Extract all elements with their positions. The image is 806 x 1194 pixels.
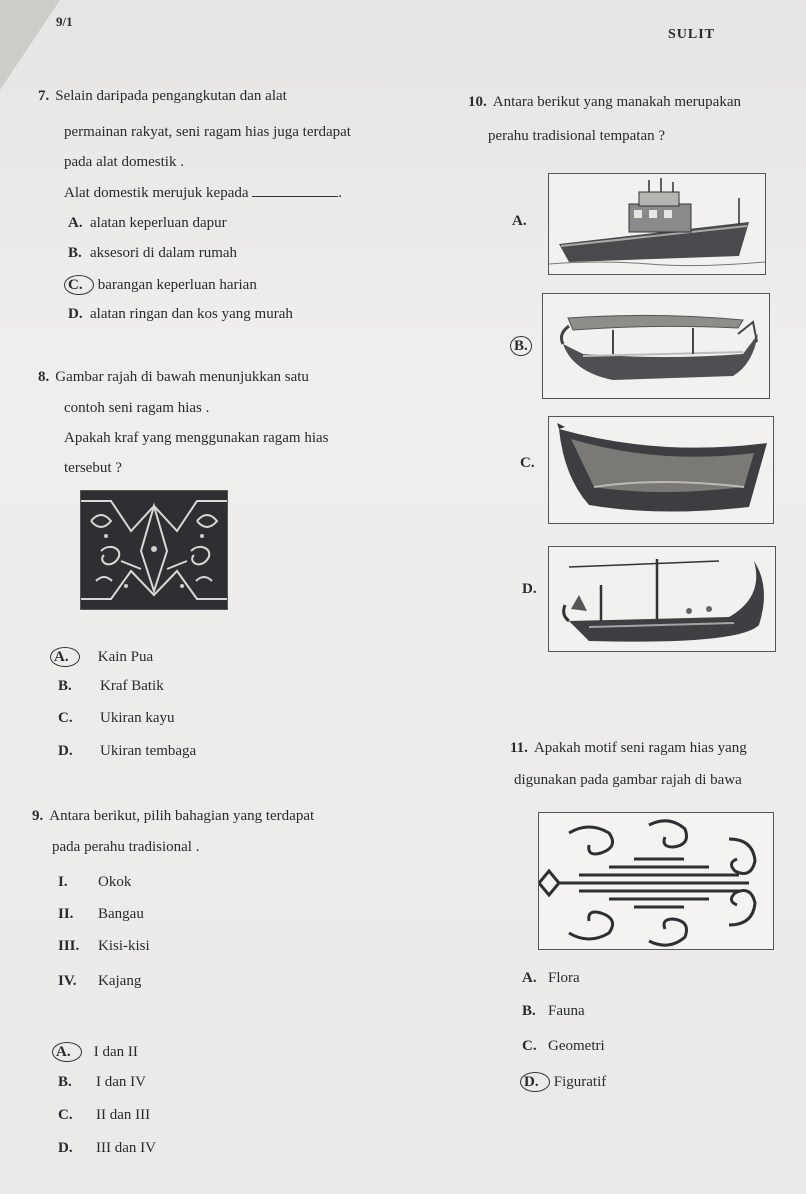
- option-text: Geometri: [548, 1038, 605, 1054]
- option-text: alatan keperluan dapur: [90, 215, 227, 231]
- option-letter-circled: A.: [52, 1042, 82, 1062]
- q8-number: 8.: [38, 369, 50, 385]
- q8-option-d[interactable]: [58, 743, 196, 760]
- q10-option-a-image[interactable]: [548, 173, 766, 275]
- q10-line-1: [468, 94, 741, 111]
- item-text: Okok: [98, 874, 132, 890]
- option-text: Ukiran kayu: [100, 710, 175, 726]
- option-text: I dan IV: [96, 1074, 146, 1090]
- option-text: Ukiran tembaga: [100, 743, 197, 759]
- q8-line-2: contoh seni ragam hias .: [64, 400, 210, 416]
- option-text: Figuratif: [553, 1074, 607, 1090]
- q8-line-4: tersebut ?: [64, 460, 122, 476]
- q7-line-3: pada alat domestik .: [64, 154, 184, 170]
- q10-option-d-letter[interactable]: D.: [522, 581, 537, 597]
- option-text: Kain Pua: [97, 649, 154, 665]
- option-letter-circled: D.: [520, 1072, 550, 1092]
- q7-line-1: [38, 88, 287, 105]
- q7-option-d[interactable]: [68, 306, 293, 323]
- q7-text: Selain daripada pengangkutan dan alat: [55, 88, 287, 104]
- option-letter-circled: C.: [64, 275, 94, 295]
- option-text: aksesori di dalam rumah: [90, 245, 238, 261]
- roman-numeral: III.: [58, 938, 80, 954]
- sulit-label: SULIT: [668, 27, 716, 42]
- roman-numeral: I.: [58, 874, 68, 890]
- q11-line-2: digunakan pada gambar rajah di bawa: [514, 772, 742, 788]
- q10-text: Antara berikut yang manakah merupakan: [492, 94, 741, 110]
- q10-option-c-image[interactable]: [548, 416, 774, 524]
- q9-option-b[interactable]: [58, 1074, 146, 1091]
- option-letter: D.: [58, 1140, 73, 1156]
- q10-option-b-image[interactable]: [542, 293, 770, 399]
- page-mark: 9/1: [56, 14, 73, 29]
- q8-option-c[interactable]: [58, 710, 175, 727]
- q7-prompt-end: .: [338, 185, 343, 201]
- option-letter: B.: [58, 678, 72, 694]
- option-text: Kraf Batik: [100, 678, 164, 694]
- q9-item-2: [58, 906, 144, 923]
- q7-option-a[interactable]: [68, 215, 227, 232]
- option-text: I dan II: [93, 1044, 138, 1060]
- q10-option-c-letter[interactable]: C.: [520, 455, 535, 471]
- q10-option-d-image[interactable]: [548, 546, 776, 652]
- option-text: III dan IV: [96, 1140, 156, 1156]
- q8-option-b[interactable]: [58, 678, 164, 695]
- q10-line-2: perahu tradisional tempatan ?: [488, 128, 666, 144]
- q7-line-2: permainan rakyat, seni ragam hias juga terdapat: [64, 124, 351, 140]
- q7-prompt-text: Alat domestik merujuk kepada: [64, 185, 249, 201]
- q11-text: Apakah motif seni ragam hias yang: [533, 740, 747, 756]
- option-letter: C.: [58, 710, 73, 726]
- q11-line-1: [510, 740, 747, 757]
- option-letter-circled: B.: [510, 336, 532, 356]
- q10-option-b-letter[interactable]: [514, 336, 532, 356]
- roman-numeral: II.: [58, 906, 74, 922]
- q8-line-3: Apakah kraf yang menggunakan ragam hias: [64, 430, 329, 446]
- q9-option-d[interactable]: [58, 1140, 156, 1157]
- option-letter: B.: [68, 245, 82, 261]
- option-text: II dan III: [96, 1107, 151, 1123]
- q9-line-1: [32, 808, 314, 825]
- option-text: Flora: [548, 970, 580, 986]
- q8-option-a[interactable]: [54, 647, 153, 667]
- q11-option-d[interactable]: [524, 1072, 606, 1092]
- q10-number: 10.: [468, 94, 487, 110]
- q7-option-c[interactable]: [68, 275, 257, 295]
- option-letter: D.: [68, 306, 83, 322]
- q11-number: 11.: [510, 740, 528, 756]
- q11-option-b[interactable]: [522, 1003, 585, 1020]
- item-text: Kajang: [98, 973, 142, 989]
- option-letter: B.: [58, 1074, 72, 1090]
- q9-option-a[interactable]: [56, 1042, 138, 1062]
- option-text: barangan keperluan harian: [97, 277, 257, 293]
- q8-line-1: [38, 369, 309, 386]
- folded-corner: [0, 0, 60, 90]
- q9-number: 9.: [32, 808, 44, 824]
- q9-item-1: [58, 874, 131, 891]
- roman-numeral: IV.: [58, 973, 77, 989]
- option-letter: C.: [522, 1038, 537, 1054]
- pua-motif-image: [80, 490, 228, 610]
- q9-option-c[interactable]: [58, 1107, 150, 1124]
- q7-prompt: [64, 184, 342, 202]
- option-letter: C.: [58, 1107, 73, 1123]
- q8-text: Gambar rajah di bawah menunjukkan satu: [55, 369, 309, 385]
- q9-text: Antara berikut, pilih bahagian yang terdapat: [49, 808, 315, 824]
- q10-option-a-letter[interactable]: A.: [512, 213, 527, 229]
- q11-option-a[interactable]: [522, 970, 580, 987]
- option-text: Fauna: [548, 1003, 585, 1019]
- q9-item-3: [58, 938, 150, 955]
- q11-motif-image: [538, 812, 774, 950]
- option-letter: A.: [522, 970, 537, 986]
- q7-option-b[interactable]: [68, 245, 237, 262]
- answer-blank: [252, 184, 338, 197]
- q9-line-2: pada perahu tradisional .: [52, 839, 200, 855]
- q9-item-4: [58, 973, 141, 990]
- option-letter-circled: A.: [50, 647, 80, 667]
- option-letter: D.: [58, 743, 73, 759]
- q7-number: 7.: [38, 88, 50, 104]
- item-text: Kisi-kisi: [98, 938, 150, 954]
- q11-option-c[interactable]: [522, 1038, 605, 1055]
- item-text: Bangau: [98, 906, 144, 922]
- option-letter: A.: [68, 215, 83, 231]
- option-text: alatan ringan dan kos yang murah: [90, 306, 293, 322]
- option-letter: B.: [522, 1003, 536, 1019]
